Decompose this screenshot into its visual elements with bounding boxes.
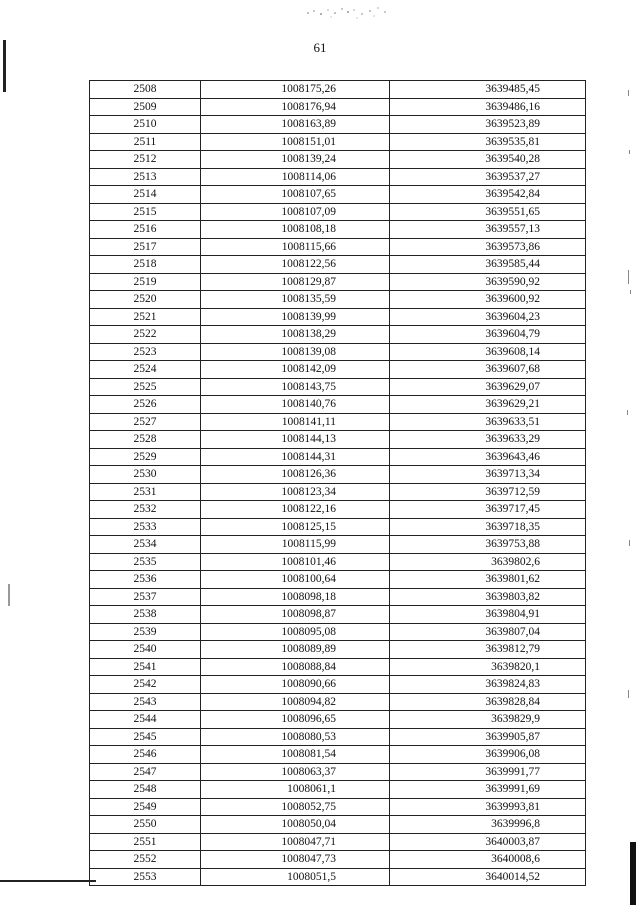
table-row [90, 466, 586, 484]
y-coordinate-cell: 3639803,82 [390, 588, 586, 606]
y-coordinate-cell: 3639820,1 [390, 658, 586, 676]
y-coordinate-cell: 3639540,28 [390, 151, 586, 169]
point-number-cell: 2525 [90, 378, 201, 396]
y-coordinate-cell: 3639537,27 [390, 168, 586, 186]
x-coordinate-cell: 1008047,73 [201, 851, 390, 869]
y-coordinate-cell: 3640008,6 [390, 851, 586, 869]
table-row [90, 81, 586, 99]
scan-noise-right [622, 90, 636, 770]
x-coordinate-cell: 1008107,09 [201, 203, 390, 221]
x-coordinate-cell: 1008094,82 [201, 693, 390, 711]
table-row [90, 361, 586, 379]
y-coordinate-cell: 3639993,81 [390, 798, 586, 816]
x-coordinate-cell: 1008051,5 [201, 868, 390, 886]
point-number-cell: 2546 [90, 746, 201, 764]
y-coordinate-cell: 3639629,07 [390, 378, 586, 396]
x-coordinate-cell: 1008126,36 [201, 466, 390, 484]
x-coordinate-cell: 1008175,26 [201, 81, 390, 99]
table-row [90, 116, 586, 134]
point-number-cell: 2540 [90, 641, 201, 659]
x-coordinate-cell: 1008151,01 [201, 133, 390, 151]
scan-noise-graphic [290, 2, 400, 24]
scan-edge-mark-left-small [8, 584, 10, 606]
point-number-cell: 2544 [90, 711, 201, 729]
scan-edge-mark-right-bottom [630, 842, 636, 905]
table-row [90, 536, 586, 554]
x-coordinate-cell: 1008114,06 [201, 168, 390, 186]
point-number-cell: 2519 [90, 273, 201, 291]
point-number-cell: 2510 [90, 116, 201, 134]
table-row [90, 396, 586, 414]
y-coordinate-cell: 3639585,44 [390, 256, 586, 274]
table-row [90, 868, 586, 886]
table-row [90, 693, 586, 711]
table-row [90, 203, 586, 221]
y-coordinate-cell: 3639608,14 [390, 343, 586, 361]
y-coordinate-cell: 3639829,9 [390, 711, 586, 729]
x-coordinate-cell: 1008063,37 [201, 763, 390, 781]
y-coordinate-cell: 3639753,88 [390, 536, 586, 554]
x-coordinate-cell: 1008140,76 [201, 396, 390, 414]
y-coordinate-cell: 3640014,52 [390, 868, 586, 886]
point-number-cell: 2514 [90, 186, 201, 204]
table-row [90, 571, 586, 589]
x-coordinate-cell: 1008047,71 [201, 833, 390, 851]
table-row [90, 133, 586, 151]
table-row [90, 798, 586, 816]
x-coordinate-cell: 1008100,64 [201, 571, 390, 589]
point-number-cell: 2539 [90, 623, 201, 641]
table-row [90, 553, 586, 571]
point-number-cell: 2551 [90, 833, 201, 851]
y-coordinate-cell: 3639713,34 [390, 466, 586, 484]
point-number-cell: 2512 [90, 151, 201, 169]
table-row [90, 413, 586, 431]
y-coordinate-cell: 3639542,84 [390, 186, 586, 204]
table-row [90, 746, 586, 764]
y-coordinate-cell: 3639718,35 [390, 518, 586, 536]
x-coordinate-cell: 1008080,53 [201, 728, 390, 746]
x-coordinate-cell: 1008122,56 [201, 256, 390, 274]
y-coordinate-cell: 3639557,13 [390, 221, 586, 239]
y-coordinate-cell: 3640003,87 [390, 833, 586, 851]
table-row [90, 816, 586, 834]
y-coordinate-cell: 3639523,89 [390, 116, 586, 134]
x-coordinate-cell: 1008101,46 [201, 553, 390, 571]
x-coordinate-cell: 1008107,65 [201, 186, 390, 204]
x-coordinate-cell: 1008052,75 [201, 798, 390, 816]
point-number-cell: 2541 [90, 658, 201, 676]
x-coordinate-cell: 1008176,94 [201, 98, 390, 116]
y-coordinate-cell: 3639604,23 [390, 308, 586, 326]
y-coordinate-cell: 3639643,46 [390, 448, 586, 466]
point-number-cell: 2552 [90, 851, 201, 869]
y-coordinate-cell: 3639485,45 [390, 81, 586, 99]
table-row [90, 168, 586, 186]
x-coordinate-cell: 1008050,04 [201, 816, 390, 834]
point-number-cell: 2553 [90, 868, 201, 886]
table-row [90, 256, 586, 274]
y-coordinate-cell: 3639717,45 [390, 501, 586, 519]
y-coordinate-cell: 3639996,8 [390, 816, 586, 834]
table-row [90, 448, 586, 466]
point-number-cell: 2524 [90, 361, 201, 379]
x-coordinate-cell: 1008095,08 [201, 623, 390, 641]
y-coordinate-cell: 3639604,79 [390, 326, 586, 344]
point-number-cell: 2534 [90, 536, 201, 554]
x-coordinate-cell: 1008163,89 [201, 116, 390, 134]
x-coordinate-cell: 1008115,99 [201, 536, 390, 554]
y-coordinate-cell: 3639824,83 [390, 676, 586, 694]
point-number-cell: 2529 [90, 448, 201, 466]
point-number-cell: 2536 [90, 571, 201, 589]
scan-edge-mark-bottom [0, 880, 96, 882]
scan-noise-right-graphic [622, 90, 636, 770]
table-row [90, 833, 586, 851]
point-number-cell: 2520 [90, 291, 201, 309]
table-row [90, 676, 586, 694]
table-row [90, 623, 586, 641]
y-coordinate-cell: 3639600,92 [390, 291, 586, 309]
point-number-cell: 2523 [90, 343, 201, 361]
table-row [90, 186, 586, 204]
x-coordinate-cell: 1008139,08 [201, 343, 390, 361]
table-row [90, 98, 586, 116]
table-row [90, 291, 586, 309]
coordinates-table-body [90, 81, 586, 886]
point-number-cell: 2537 [90, 588, 201, 606]
y-coordinate-cell: 3639828,84 [390, 693, 586, 711]
point-number-cell: 2542 [90, 676, 201, 694]
x-coordinate-cell: 1008138,29 [201, 326, 390, 344]
table-row [90, 851, 586, 869]
point-number-cell: 2533 [90, 518, 201, 536]
y-coordinate-cell: 3639629,21 [390, 396, 586, 414]
table-row [90, 326, 586, 344]
table-row [90, 711, 586, 729]
coordinates-table [89, 80, 586, 886]
x-coordinate-cell: 1008096,65 [201, 711, 390, 729]
x-coordinate-cell: 1008139,99 [201, 308, 390, 326]
x-coordinate-cell: 1008144,31 [201, 448, 390, 466]
point-number-cell: 2549 [90, 798, 201, 816]
x-coordinate-cell: 1008089,89 [201, 641, 390, 659]
y-coordinate-cell: 3639807,04 [390, 623, 586, 641]
x-coordinate-cell: 1008123,34 [201, 483, 390, 501]
table-row [90, 588, 586, 606]
table-row [90, 343, 586, 361]
point-number-cell: 2550 [90, 816, 201, 834]
x-coordinate-cell: 1008139,24 [201, 151, 390, 169]
y-coordinate-cell: 3639712,59 [390, 483, 586, 501]
point-number-cell: 2547 [90, 763, 201, 781]
point-number-cell: 2526 [90, 396, 201, 414]
point-number-cell: 2508 [90, 81, 201, 99]
point-number-cell: 2517 [90, 238, 201, 256]
table-row [90, 238, 586, 256]
x-coordinate-cell: 1008129,87 [201, 273, 390, 291]
table-row [90, 658, 586, 676]
scan-noise-top [290, 2, 400, 24]
table-row [90, 151, 586, 169]
point-number-cell: 2535 [90, 553, 201, 571]
table-row [90, 606, 586, 624]
point-number-cell: 2528 [90, 431, 201, 449]
point-number-cell: 2538 [90, 606, 201, 624]
y-coordinate-cell: 3639573,86 [390, 238, 586, 256]
y-coordinate-cell: 3639607,68 [390, 361, 586, 379]
y-coordinate-cell: 3639905,87 [390, 728, 586, 746]
table-row [90, 728, 586, 746]
y-coordinate-cell: 3639590,92 [390, 273, 586, 291]
point-number-cell: 2548 [90, 781, 201, 799]
y-coordinate-cell: 3639801,62 [390, 571, 586, 589]
table-row [90, 518, 586, 536]
page-number: 61 [313, 40, 327, 55]
x-coordinate-cell: 1008125,15 [201, 518, 390, 536]
point-number-cell: 2530 [90, 466, 201, 484]
x-coordinate-cell: 1008143,75 [201, 378, 390, 396]
point-number-cell: 2521 [90, 308, 201, 326]
point-number-cell: 2516 [90, 221, 201, 239]
x-coordinate-cell: 1008141,11 [201, 413, 390, 431]
point-number-cell: 2518 [90, 256, 201, 274]
y-coordinate-cell: 3639991,69 [390, 781, 586, 799]
x-coordinate-cell: 1008115,66 [201, 238, 390, 256]
x-coordinate-cell: 1008135,59 [201, 291, 390, 309]
x-coordinate-cell: 1008144,13 [201, 431, 390, 449]
table-row [90, 641, 586, 659]
table-row [90, 763, 586, 781]
x-coordinate-cell: 1008098,87 [201, 606, 390, 624]
table-row [90, 431, 586, 449]
x-coordinate-cell: 1008142,09 [201, 361, 390, 379]
x-coordinate-cell: 1008122,16 [201, 501, 390, 519]
y-coordinate-cell: 3639486,16 [390, 98, 586, 116]
point-number-cell: 2515 [90, 203, 201, 221]
y-coordinate-cell: 3639535,81 [390, 133, 586, 151]
point-number-cell: 2522 [90, 326, 201, 344]
point-number-cell: 2532 [90, 501, 201, 519]
table-row [90, 308, 586, 326]
y-coordinate-cell: 3639802,6 [390, 553, 586, 571]
point-number-cell: 2527 [90, 413, 201, 431]
y-coordinate-cell: 3639991,77 [390, 763, 586, 781]
x-coordinate-cell: 1008098,18 [201, 588, 390, 606]
y-coordinate-cell: 3639551,65 [390, 203, 586, 221]
point-number-cell: 2513 [90, 168, 201, 186]
table-row [90, 378, 586, 396]
y-coordinate-cell: 3639633,51 [390, 413, 586, 431]
point-number-cell: 2509 [90, 98, 201, 116]
x-coordinate-cell: 1008081,54 [201, 746, 390, 764]
table-row [90, 483, 586, 501]
x-coordinate-cell: 1008061,1 [201, 781, 390, 799]
x-coordinate-cell: 1008088,84 [201, 658, 390, 676]
y-coordinate-cell: 3639906,08 [390, 746, 586, 764]
table-row [90, 501, 586, 519]
point-number-cell: 2531 [90, 483, 201, 501]
table-row [90, 781, 586, 799]
y-coordinate-cell: 3639812,79 [390, 641, 586, 659]
table-row [90, 273, 586, 291]
y-coordinate-cell: 3639804,91 [390, 606, 586, 624]
x-coordinate-cell: 1008090,66 [201, 676, 390, 694]
point-number-cell: 2543 [90, 693, 201, 711]
x-coordinate-cell: 1008108,18 [201, 221, 390, 239]
y-coordinate-cell: 3639633,29 [390, 431, 586, 449]
point-number-cell: 2545 [90, 728, 201, 746]
point-number-cell: 2511 [90, 133, 201, 151]
table-row [90, 221, 586, 239]
